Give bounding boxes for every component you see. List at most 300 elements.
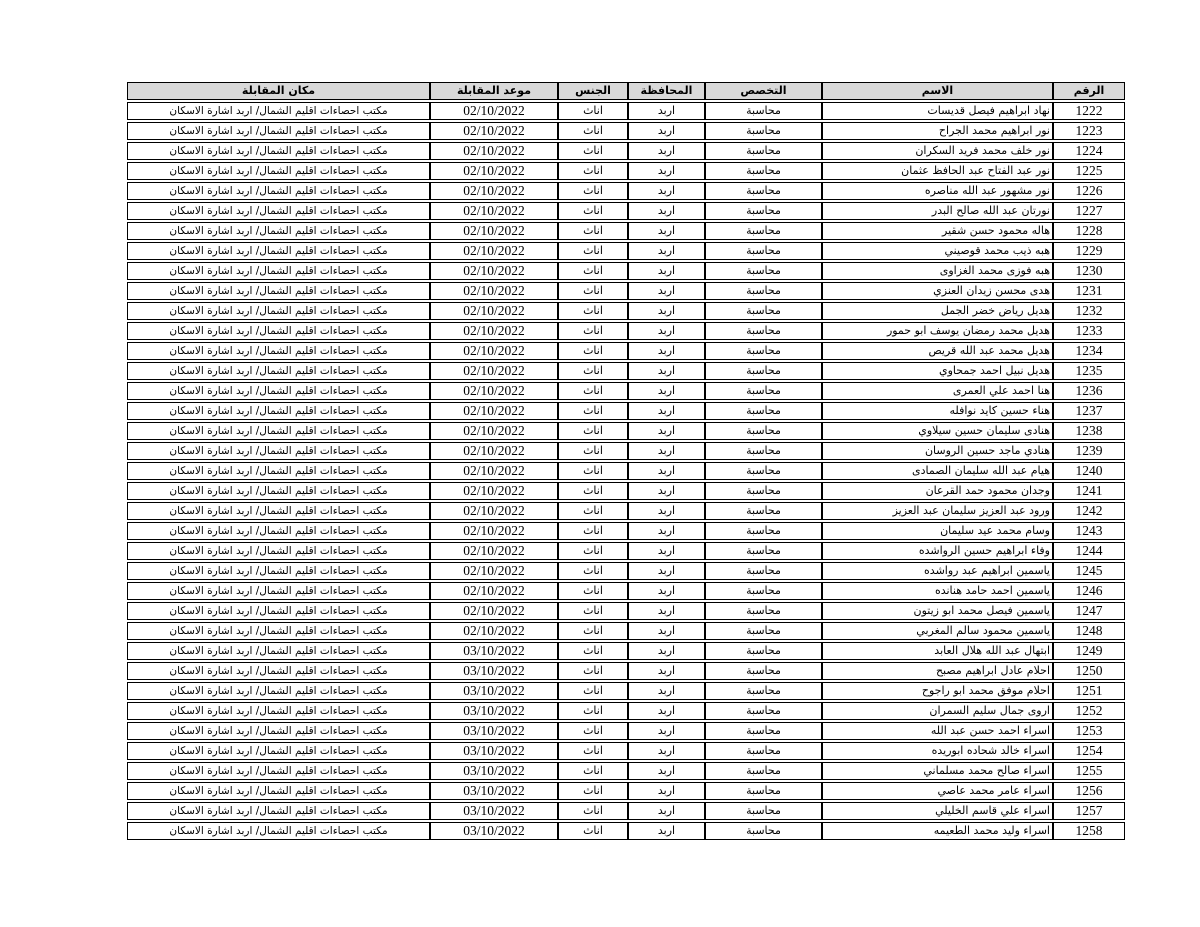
cell-spec: محاسبة [705,342,822,360]
cell-num: 1253 [1053,722,1125,740]
cell-gender: اناث [558,702,628,720]
cell-name: نور مشهور عبد الله مناصره [822,182,1053,200]
table-row [127,522,1125,540]
cell-date: 03/10/2022 [430,762,558,780]
cell-date: 02/10/2022 [430,302,558,320]
table-row [127,382,1125,400]
cell-spec: محاسبة [705,622,822,640]
cell-name: هديل محمد رمضان يوسف ابو حمور [822,322,1053,340]
cell-date: 02/10/2022 [430,142,558,160]
cell-place: مكتب احصاءات اقليم الشمال/ اربد اشارة الاسكان [127,482,430,500]
cell-num: 1245 [1053,562,1125,580]
cell-name: نور ابراهيم محمد الجراح [822,122,1053,140]
cell-name: هنادى سليمان حسين سيلاوي [822,422,1053,440]
cell-place: مكتب احصاءات اقليم الشمال/ اربد اشارة الاسكان [127,782,430,800]
table-row [127,622,1125,640]
cell-num: 1223 [1053,122,1125,140]
cell-num: 1248 [1053,622,1125,640]
table-row [127,262,1125,280]
cell-place: مكتب احصاءات اقليم الشمال/ اربد اشارة الاسكان [127,382,430,400]
cell-gov: اربد [628,722,705,740]
cell-num: 1258 [1053,822,1125,840]
cell-date: 02/10/2022 [430,602,558,620]
table-row [127,342,1125,360]
table-container [127,80,1125,842]
cell-name: هدى محسن زيدان العنزي [822,282,1053,300]
cell-gov: اربد [628,342,705,360]
cell-date: 03/10/2022 [430,822,558,840]
cell-spec: محاسبة [705,482,822,500]
cell-spec: محاسبة [705,582,822,600]
cell-gov: اربد [628,382,705,400]
cell-spec: محاسبة [705,782,822,800]
cell-gov: اربد [628,442,705,460]
cell-gov: اربد [628,502,705,520]
cell-spec: محاسبة [705,362,822,380]
cell-place: مكتب احصاءات اقليم الشمال/ اربد اشارة الاسكان [127,142,430,160]
cell-date: 02/10/2022 [430,122,558,140]
cell-name: ياسمين ابراهيم عبد رواشده [822,562,1053,580]
table-row [127,682,1125,700]
cell-num: 1229 [1053,242,1125,260]
cell-spec: محاسبة [705,322,822,340]
cell-gov: اربد [628,642,705,660]
column-header-gender: الجنس [558,82,628,100]
cell-place: مكتب احصاءات اقليم الشمال/ اربد اشارة الاسكان [127,322,430,340]
cell-name: هبه فوزى محمد الغزاوى [822,262,1053,280]
cell-spec: محاسبة [705,762,822,780]
cell-gov: اربد [628,322,705,340]
cell-name: ابتهال عبد الله هلال العابد [822,642,1053,660]
table-row [127,462,1125,480]
cell-gov: اربد [628,782,705,800]
table-row [127,442,1125,460]
cell-gov: اربد [628,482,705,500]
cell-spec: محاسبة [705,102,822,120]
cell-num: 1256 [1053,782,1125,800]
cell-gender: اناث [558,682,628,700]
cell-name: نهاد ابراهيم فيصل قديسات [822,102,1053,120]
cell-date: 02/10/2022 [430,282,558,300]
cell-place: مكتب احصاءات اقليم الشمال/ اربد اشارة الاسكان [127,762,430,780]
cell-gov: اربد [628,742,705,760]
cell-place: مكتب احصاءات اقليم الشمال/ اربد اشارة الاسكان [127,662,430,680]
cell-date: 02/10/2022 [430,222,558,240]
table-row [127,242,1125,260]
cell-gov: اربد [628,702,705,720]
cell-place: مكتب احصاءات اقليم الشمال/ اربد اشارة الاسكان [127,282,430,300]
cell-spec: محاسبة [705,802,822,820]
cell-gender: اناث [558,622,628,640]
cell-place: مكتب احصاءات اقليم الشمال/ اربد اشارة الاسكان [127,722,430,740]
cell-name: ياسمين محمود سالم المغربي [822,622,1053,640]
cell-num: 1236 [1053,382,1125,400]
cell-name: وفاء ابراهيم حسين الرواشده [822,542,1053,560]
cell-name: نور خلف محمد فريد السكران [822,142,1053,160]
cell-place: مكتب احصاءات اقليم الشمال/ اربد اشارة الاسكان [127,222,430,240]
cell-name: اسراء علي قاسم الخليلي [822,802,1053,820]
cell-gender: اناث [558,742,628,760]
cell-date: 02/10/2022 [430,102,558,120]
cell-gender: اناث [558,182,628,200]
table-row [127,702,1125,720]
cell-gov: اربد [628,542,705,560]
cell-gender: اناث [558,562,628,580]
cell-date: 02/10/2022 [430,402,558,420]
cell-gov: اربد [628,242,705,260]
cell-num: 1252 [1053,702,1125,720]
cell-num: 1235 [1053,362,1125,380]
cell-name: احلام موفق محمد ابو راجوح [822,682,1053,700]
cell-gov: اربد [628,202,705,220]
cell-date: 03/10/2022 [430,742,558,760]
cell-gender: اناث [558,322,628,340]
cell-place: مكتب احصاءات اقليم الشمال/ اربد اشارة الاسكان [127,262,430,280]
cell-place: مكتب احصاءات اقليم الشمال/ اربد اشارة الاسكان [127,302,430,320]
cell-gender: اناث [558,722,628,740]
cell-gender: اناث [558,762,628,780]
cell-date: 03/10/2022 [430,722,558,740]
cell-date: 02/10/2022 [430,562,558,580]
cell-spec: محاسبة [705,162,822,180]
cell-name: اروى جمال سليم السمران [822,702,1053,720]
cell-date: 02/10/2022 [430,422,558,440]
cell-num: 1228 [1053,222,1125,240]
cell-spec: محاسبة [705,642,822,660]
cell-gov: اربد [628,282,705,300]
cell-place: مكتب احصاءات اقليم الشمال/ اربد اشارة الاسكان [127,702,430,720]
cell-num: 1251 [1053,682,1125,700]
table-row [127,302,1125,320]
cell-place: مكتب احصاءات اقليم الشمال/ اربد اشارة الاسكان [127,802,430,820]
interview-roster-table [127,80,1125,842]
cell-num: 1244 [1053,542,1125,560]
column-header-gov: المحافظة [628,82,705,100]
table-row [127,122,1125,140]
cell-gender: اناث [558,542,628,560]
table-header [127,82,1125,100]
cell-place: مكتب احصاءات اقليم الشمال/ اربد اشارة الاسكان [127,502,430,520]
cell-date: 03/10/2022 [430,702,558,720]
header-row [127,82,1125,100]
cell-spec: محاسبة [705,402,822,420]
cell-gov: اربد [628,362,705,380]
cell-date: 02/10/2022 [430,382,558,400]
cell-date: 02/10/2022 [430,622,558,640]
cell-spec: محاسبة [705,242,822,260]
cell-place: مكتب احصاءات اقليم الشمال/ اربد اشارة الاسكان [127,162,430,180]
table-row [127,482,1125,500]
cell-place: مكتب احصاءات اقليم الشمال/ اربد اشارة الاسكان [127,362,430,380]
table-row [127,222,1125,240]
table-row [127,202,1125,220]
cell-place: مكتب احصاءات اقليم الشمال/ اربد اشارة الاسكان [127,622,430,640]
cell-name: اسراء احمد حسن عبد الله [822,722,1053,740]
cell-name: اسراء صالح محمد مسلماني [822,762,1053,780]
cell-name: وجدان محمود حمد القرعان [822,482,1053,500]
table-row [127,662,1125,680]
table-row [127,502,1125,520]
cell-name: هديل محمد عبد الله قريص [822,342,1053,360]
cell-gender: اناث [558,382,628,400]
cell-spec: محاسبة [705,722,822,740]
cell-date: 03/10/2022 [430,662,558,680]
cell-gov: اربد [628,182,705,200]
cell-place: مكتب احصاءات اقليم الشمال/ اربد اشارة الاسكان [127,542,430,560]
cell-gov: اربد [628,762,705,780]
cell-num: 1250 [1053,662,1125,680]
cell-gov: اربد [628,402,705,420]
table-body [127,102,1125,840]
cell-gender: اناث [558,162,628,180]
cell-num: 1255 [1053,762,1125,780]
cell-name: هنا احمد علي العمرى [822,382,1053,400]
cell-name: وسام محمد عيد سليمان [822,522,1053,540]
cell-num: 1232 [1053,302,1125,320]
cell-place: مكتب احصاءات اقليم الشمال/ اربد اشارة الاسكان [127,642,430,660]
cell-date: 02/10/2022 [430,342,558,360]
cell-spec: محاسبة [705,562,822,580]
column-header-spec: التخصص [705,82,822,100]
cell-spec: محاسبة [705,442,822,460]
cell-spec: محاسبة [705,462,822,480]
cell-place: مكتب احصاءات اقليم الشمال/ اربد اشارة الاسكان [127,522,430,540]
cell-num: 1246 [1053,582,1125,600]
table-row [127,282,1125,300]
cell-num: 1247 [1053,602,1125,620]
cell-gender: اناث [558,402,628,420]
cell-date: 03/10/2022 [430,642,558,660]
cell-gender: اناث [558,522,628,540]
cell-gender: اناث [558,442,628,460]
cell-place: مكتب احصاءات اقليم الشمال/ اربد اشارة الاسكان [127,122,430,140]
cell-place: مكتب احصاءات اقليم الشمال/ اربد اشارة الاسكان [127,562,430,580]
cell-gov: اربد [628,162,705,180]
cell-spec: محاسبة [705,702,822,720]
cell-date: 02/10/2022 [430,462,558,480]
cell-name: ياسمين فيصل محمد ابو زيتون [822,602,1053,620]
cell-gov: اربد [628,462,705,480]
cell-num: 1233 [1053,322,1125,340]
table-row [127,762,1125,780]
cell-gender: اناث [558,582,628,600]
table-row [127,822,1125,840]
cell-name: هنادي ماجد حسين الروسان [822,442,1053,460]
column-header-date: موعد المقابلة [430,82,558,100]
cell-gender: اناث [558,462,628,480]
cell-place: مكتب احصاءات اقليم الشمال/ اربد اشارة الاسكان [127,442,430,460]
table-row [127,582,1125,600]
cell-gender: اناث [558,482,628,500]
cell-spec: محاسبة [705,222,822,240]
cell-gender: اناث [558,242,628,260]
cell-gov: اربد [628,222,705,240]
cell-spec: محاسبة [705,142,822,160]
table-row [127,602,1125,620]
cell-gov: اربد [628,122,705,140]
cell-spec: محاسبة [705,302,822,320]
table-row [127,182,1125,200]
cell-num: 1254 [1053,742,1125,760]
cell-gender: اناث [558,782,628,800]
cell-gov: اربد [628,422,705,440]
cell-gender: اناث [558,662,628,680]
cell-spec: محاسبة [705,742,822,760]
cell-gender: اناث [558,602,628,620]
cell-name: ورود عبد العزيز سليمان عبد العزيز [822,502,1053,520]
cell-date: 02/10/2022 [430,522,558,540]
cell-gov: اربد [628,602,705,620]
cell-spec: محاسبة [705,542,822,560]
table-row [127,542,1125,560]
cell-spec: محاسبة [705,262,822,280]
cell-num: 1238 [1053,422,1125,440]
cell-spec: محاسبة [705,422,822,440]
table-row [127,562,1125,580]
cell-gender: اناث [558,802,628,820]
table-row [127,642,1125,660]
cell-num: 1242 [1053,502,1125,520]
cell-spec: محاسبة [705,502,822,520]
cell-gov: اربد [628,102,705,120]
cell-name: هديل رياض خضر الجمل [822,302,1053,320]
cell-date: 03/10/2022 [430,802,558,820]
cell-num: 1225 [1053,162,1125,180]
cell-gender: اناث [558,122,628,140]
cell-date: 02/10/2022 [430,542,558,560]
cell-gov: اربد [628,522,705,540]
cell-spec: محاسبة [705,822,822,840]
table-row [127,782,1125,800]
cell-name: هاله محمود حسن شقير [822,222,1053,240]
cell-num: 1226 [1053,182,1125,200]
table-row [127,102,1125,120]
cell-spec: محاسبة [705,282,822,300]
cell-place: مكتب احصاءات اقليم الشمال/ اربد اشارة الاسكان [127,462,430,480]
column-header-name: الاسم [822,82,1053,100]
cell-gov: اربد [628,662,705,680]
cell-gov: اربد [628,302,705,320]
cell-name: ياسمين احمد حامد هنانده [822,582,1053,600]
cell-num: 1241 [1053,482,1125,500]
cell-spec: محاسبة [705,122,822,140]
cell-place: مكتب احصاءات اقليم الشمال/ اربد اشارة الاسكان [127,822,430,840]
cell-gov: اربد [628,682,705,700]
cell-name: هبه ذيب محمد قوصيني [822,242,1053,260]
cell-spec: محاسبة [705,682,822,700]
cell-num: 1231 [1053,282,1125,300]
cell-gender: اناث [558,102,628,120]
cell-name: نورتان عبد الله صالح البدر [822,202,1053,220]
cell-place: مكتب احصاءات اقليم الشمال/ اربد اشارة الاسكان [127,202,430,220]
cell-name: اسراء عامر محمد عاصي [822,782,1053,800]
cell-name: هيام عبد الله سليمان الصمادى [822,462,1053,480]
table-row [127,422,1125,440]
cell-place: مكتب احصاءات اقليم الشمال/ اربد اشارة الاسكان [127,682,430,700]
cell-gender: اناث [558,502,628,520]
cell-spec: محاسبة [705,662,822,680]
cell-num: 1230 [1053,262,1125,280]
cell-date: 02/10/2022 [430,242,558,260]
cell-gender: اناث [558,262,628,280]
cell-name: احلام عادل ابراهيم مصبح [822,662,1053,680]
cell-date: 02/10/2022 [430,202,558,220]
table-row [127,742,1125,760]
column-header-num: الرقم [1053,82,1125,100]
cell-gender: اناث [558,302,628,320]
cell-spec: محاسبة [705,202,822,220]
cell-place: مكتب احصاءات اقليم الشمال/ اربد اشارة الاسكان [127,242,430,260]
cell-date: 03/10/2022 [430,682,558,700]
cell-date: 02/10/2022 [430,482,558,500]
cell-place: مكتب احصاءات اقليم الشمال/ اربد اشارة الاسكان [127,602,430,620]
cell-num: 1257 [1053,802,1125,820]
cell-num: 1227 [1053,202,1125,220]
cell-name: هديل نبيل احمد جمحاوي [822,362,1053,380]
cell-num: 1239 [1053,442,1125,460]
cell-name: نور عبد الفتاح عبد الحافظ عثمان [822,162,1053,180]
cell-num: 1224 [1053,142,1125,160]
table-row [127,142,1125,160]
cell-gov: اربد [628,142,705,160]
cell-gender: اناث [558,202,628,220]
cell-gender: اناث [558,222,628,240]
cell-spec: محاسبة [705,522,822,540]
cell-gov: اربد [628,822,705,840]
cell-place: مكتب احصاءات اقليم الشمال/ اربد اشارة الاسكان [127,402,430,420]
column-header-place: مكان المقابلة [127,82,430,100]
cell-place: مكتب احصاءات اقليم الشمال/ اربد اشارة الاسكان [127,422,430,440]
cell-num: 1222 [1053,102,1125,120]
cell-gov: اربد [628,562,705,580]
cell-place: مكتب احصاءات اقليم الشمال/ اربد اشارة الاسكان [127,582,430,600]
table-row [127,402,1125,420]
cell-place: مكتب احصاءات اقليم الشمال/ اربد اشارة الاسكان [127,182,430,200]
cell-place: مكتب احصاءات اقليم الشمال/ اربد اشارة الاسكان [127,342,430,360]
cell-date: 02/10/2022 [430,162,558,180]
cell-spec: محاسبة [705,382,822,400]
cell-date: 02/10/2022 [430,322,558,340]
cell-num: 1234 [1053,342,1125,360]
cell-date: 02/10/2022 [430,262,558,280]
cell-num: 1249 [1053,642,1125,660]
cell-gender: اناث [558,342,628,360]
cell-date: 02/10/2022 [430,182,558,200]
cell-place: مكتب احصاءات اقليم الشمال/ اربد اشارة الاسكان [127,102,430,120]
cell-gender: اناث [558,362,628,380]
cell-gender: اناث [558,282,628,300]
cell-date: 02/10/2022 [430,502,558,520]
cell-num: 1243 [1053,522,1125,540]
table-row [127,322,1125,340]
cell-gov: اربد [628,582,705,600]
table-row [127,722,1125,740]
cell-gender: اناث [558,822,628,840]
cell-name: هناء حسين كايد نوافله [822,402,1053,420]
cell-place: مكتب احصاءات اقليم الشمال/ اربد اشارة الاسكان [127,742,430,760]
cell-date: 03/10/2022 [430,782,558,800]
cell-gov: اربد [628,262,705,280]
cell-name: اسراء خالد شحاده ابوريده [822,742,1053,760]
cell-date: 02/10/2022 [430,362,558,380]
cell-date: 02/10/2022 [430,442,558,460]
table-row [127,362,1125,380]
cell-spec: محاسبة [705,182,822,200]
cell-gender: اناث [558,422,628,440]
cell-num: 1237 [1053,402,1125,420]
cell-gender: اناث [558,642,628,660]
cell-num: 1240 [1053,462,1125,480]
